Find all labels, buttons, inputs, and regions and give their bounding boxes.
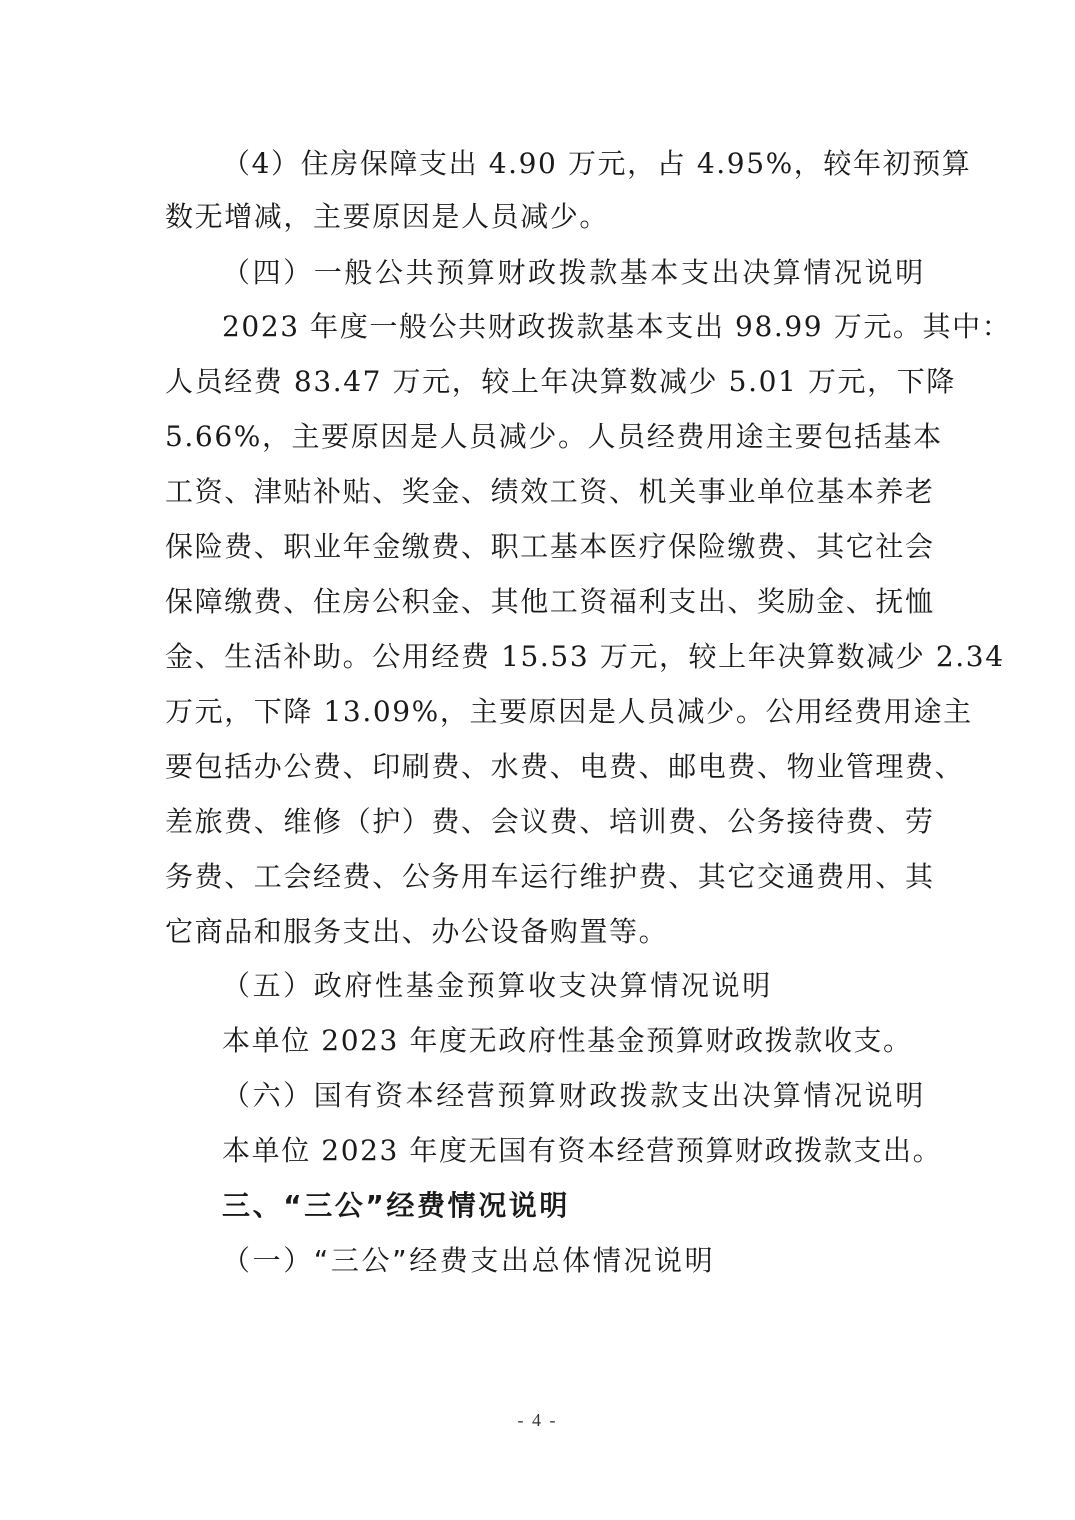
chapter-heading: 三、“三公”经费情况说明 [222, 1189, 571, 1222]
body-text-line: 保险费、职业年金缴费、职工基本医疗保险缴费、其它社会 [165, 530, 935, 563]
section-heading: （一）“三公”经费支出总体情况说明 [222, 1244, 716, 1277]
body-text-line: 2023 年度一般公共财政拨款基本支出 98.99 万元。其中： [222, 310, 1012, 343]
body-text-line: 要包括办公费、印刷费、水费、电费、邮电费、物业管理费、 [165, 750, 965, 783]
body-text-line: 务费、工会经费、公务用车运行维护费、其它交通费用、其 [165, 860, 935, 893]
body-text-line: 人员经费 83.47 万元，较上年决算数减少 5.01 万元，下降 [165, 365, 956, 398]
body-text-line: 它商品和服务支出、办公设备购置等。 [165, 915, 669, 948]
body-text-line: 本单位 2023 年度无国有资本经营预算财政拨款支出。 [222, 1134, 943, 1167]
page-number: - 4 - [517, 1410, 558, 1430]
body-text-line: （4）住房保障支出 4.90 万元，占 4.95%，较年初预算 [222, 147, 972, 180]
section-heading: （五）政府性基金预算收支决算情况说明 [222, 969, 773, 1002]
section-heading: （四）一般公共预算财政拨款基本支出决算情况说明 [222, 256, 926, 289]
body-text-line: 5.66%，主要原因是人员减少。人员经费用途主要包括基本 [165, 420, 943, 453]
body-text-line: 工资、津贴补贴、奖金、绩效工资、机关事业单位基本养老 [165, 475, 935, 508]
section-heading: （六）国有资本经营预算财政拨款支出决算情况说明 [222, 1079, 926, 1112]
body-text-line: 金、生活补助。公用经费 15.53 万元，较上年决算数减少 2.34 [165, 640, 1005, 673]
body-text-line: 万元，下降 13.09%，主要原因是人员减少。公用经费用途主 [165, 695, 973, 728]
body-text-line: 本单位 2023 年度无政府性基金预算财政拨款收支。 [222, 1024, 913, 1057]
body-text-line: 数无增减，主要原因是人员减少。 [165, 200, 610, 233]
body-text-line: 保障缴费、住房公积金、其他工资福利支出、奖励金、抚恤 [165, 585, 935, 618]
body-text-line: 差旅费、维修（护）费、会议费、培训费、公务接待费、劳 [165, 805, 935, 838]
